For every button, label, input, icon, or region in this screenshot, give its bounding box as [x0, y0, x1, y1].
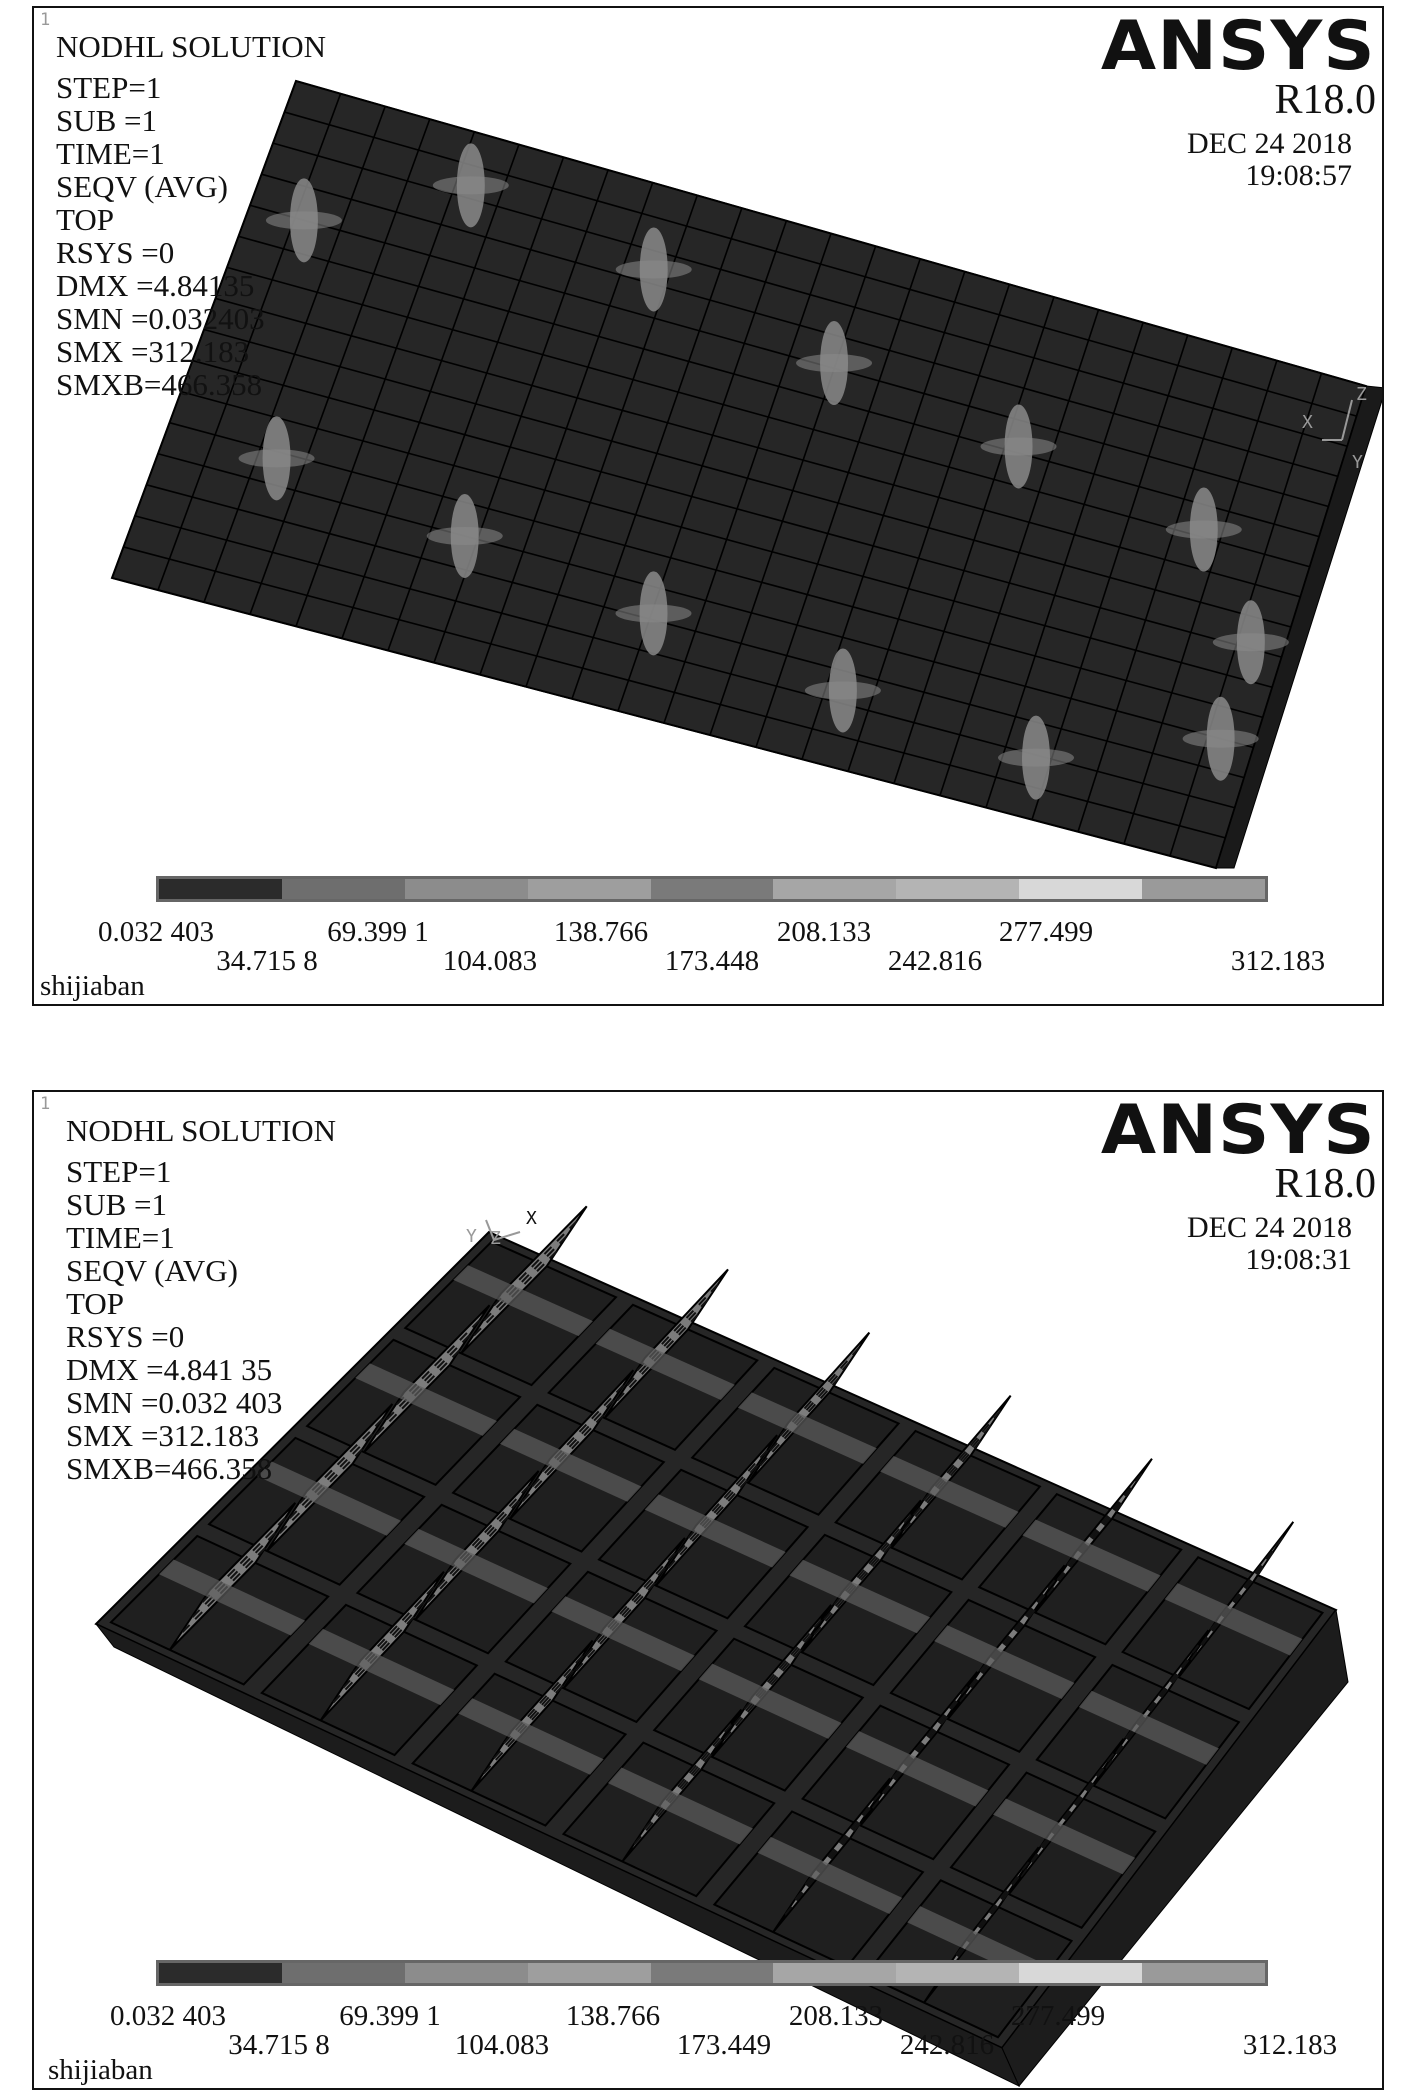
contour-legend-bar: [156, 1960, 1268, 1986]
time-label: 19:08:31: [1245, 1243, 1352, 1276]
stress-zone-wing: [1183, 730, 1259, 748]
legend-label: 104.083: [454, 2029, 550, 2061]
legend-label: 208.133: [776, 916, 872, 948]
info-step: STEP=1: [56, 70, 162, 105]
legend-label: 34.715 8: [228, 2029, 330, 2061]
info-seqv: SEQV (AVG): [66, 1253, 238, 1288]
version-label: R18.0: [1274, 77, 1376, 123]
stress-zone-wing: [616, 260, 692, 278]
legend-swatch: [405, 1963, 528, 1983]
ansys-logo: ANSYS: [1101, 7, 1376, 86]
legend-swatch: [651, 1963, 774, 1983]
stress-zone-wing: [796, 354, 872, 372]
contour-legend-bar: [156, 876, 1268, 902]
legend-swatch: [896, 1963, 1019, 1983]
solution-info-block: [66, 1114, 336, 1485]
triad-z-label: Z: [1356, 384, 1367, 405]
info-smn: SMN =0.032403: [56, 301, 265, 336]
info-sub: SUB =1: [66, 1187, 168, 1222]
plot-window-2: [32, 1090, 1384, 2090]
legend-swatch: [896, 879, 1019, 899]
stress-zone-wing: [1166, 521, 1242, 539]
legend-label: 312.183: [1230, 945, 1326, 977]
info-seqv: SEQV (AVG): [56, 169, 228, 204]
stress-zone-wing: [427, 527, 503, 545]
legend-swatch: [282, 1963, 405, 1983]
triad-y-label: Y: [466, 1226, 477, 1247]
info-top: TOP: [56, 202, 115, 237]
timestamp: [1187, 1212, 1352, 1276]
info-dmx: DMX =4.84135: [56, 268, 255, 303]
info-dmx: DMX =4.841 35: [66, 1352, 273, 1387]
stress-zone-wing: [998, 749, 1074, 767]
solution-info-block: [56, 30, 326, 401]
legend-label: 69.399 1: [339, 2000, 441, 2032]
timestamp: [1187, 128, 1352, 192]
legend-label: 312.183: [1242, 2029, 1338, 2061]
info-rsys: RSYS =0: [56, 235, 175, 270]
legend-swatch: [1019, 1963, 1142, 1983]
legend-label: 104.083: [442, 945, 538, 977]
legend-label: 277.499: [998, 916, 1094, 948]
info-time: TIME=1: [56, 136, 165, 171]
legend-swatch: [528, 879, 651, 899]
stress-zone-wing: [981, 437, 1057, 455]
triad-x-label: X: [526, 1208, 537, 1229]
triad-x-label: X: [1302, 412, 1313, 433]
legend-label: 69.399 1: [327, 916, 429, 948]
ansys-logo: ANSYS: [1101, 1091, 1376, 1170]
version-label: R18.0: [1274, 1161, 1376, 1207]
legend-label: 138.766: [553, 916, 649, 948]
stress-zone-wing: [805, 681, 881, 699]
stress-zone-wing: [239, 449, 315, 467]
info-smx: SMX =312.183: [66, 1418, 260, 1453]
info-time: TIME=1: [66, 1220, 175, 1255]
time-label: 19:08:57: [1245, 159, 1352, 192]
legend-label: 173.448: [664, 945, 760, 977]
legend-swatch: [282, 879, 405, 899]
window-number: 1: [40, 10, 51, 30]
job-name: shijiaban: [48, 2054, 153, 2086]
date-label: DEC 24 2018: [1187, 127, 1352, 160]
legend-label: 242.816: [887, 945, 983, 977]
legend-label: 0.032 403: [98, 916, 214, 948]
legend-swatch: [773, 1963, 896, 1983]
legend-swatch: [1142, 879, 1265, 899]
info-smx: SMX =312.183: [56, 334, 250, 369]
legend-swatch: [1019, 879, 1142, 899]
legend-swatch: [159, 879, 282, 899]
legend-label: 34.715 8: [216, 945, 318, 977]
legend-swatch: [528, 1963, 651, 1983]
legend-label: 0.032 403: [110, 2000, 226, 2032]
stress-zone-wing: [1213, 633, 1289, 651]
triad-z-label: Z: [490, 1228, 501, 1249]
window-number: 1: [40, 1094, 51, 1114]
legend-label: 173.449: [676, 2029, 772, 2061]
legend-swatch: [773, 879, 896, 899]
legend-label: 277.499: [1010, 2000, 1106, 2032]
plot-window-1: [32, 6, 1384, 1006]
info-smxb: SMXB=466.358: [56, 367, 263, 402]
solution-title: NODHL SOLUTION: [66, 1113, 337, 1148]
legend-swatch: [1142, 1963, 1265, 1983]
stress-zone-wing: [433, 176, 509, 194]
info-top: TOP: [66, 1286, 125, 1321]
info-rsys: RSYS =0: [66, 1319, 185, 1354]
legend-swatch: [405, 879, 528, 899]
info-step: STEP=1: [66, 1154, 172, 1189]
info-smn: SMN =0.032 403: [66, 1385, 283, 1420]
legend-swatch: [651, 879, 774, 899]
triad-y-label: Y: [1352, 452, 1363, 473]
info-smxb: SMXB=466.358: [66, 1451, 273, 1486]
job-name: shijiaban: [40, 970, 145, 1002]
stress-zone-wing: [616, 604, 692, 622]
legend-label: 138.766: [565, 2000, 661, 2032]
date-label: DEC 24 2018: [1187, 1211, 1352, 1244]
info-sub: SUB =1: [56, 103, 158, 138]
legend-swatch: [159, 1963, 282, 1983]
legend-label: 208.133: [788, 2000, 884, 2032]
legend-label: 242.816: [899, 2029, 995, 2061]
solution-title: NODHL SOLUTION: [56, 29, 327, 64]
